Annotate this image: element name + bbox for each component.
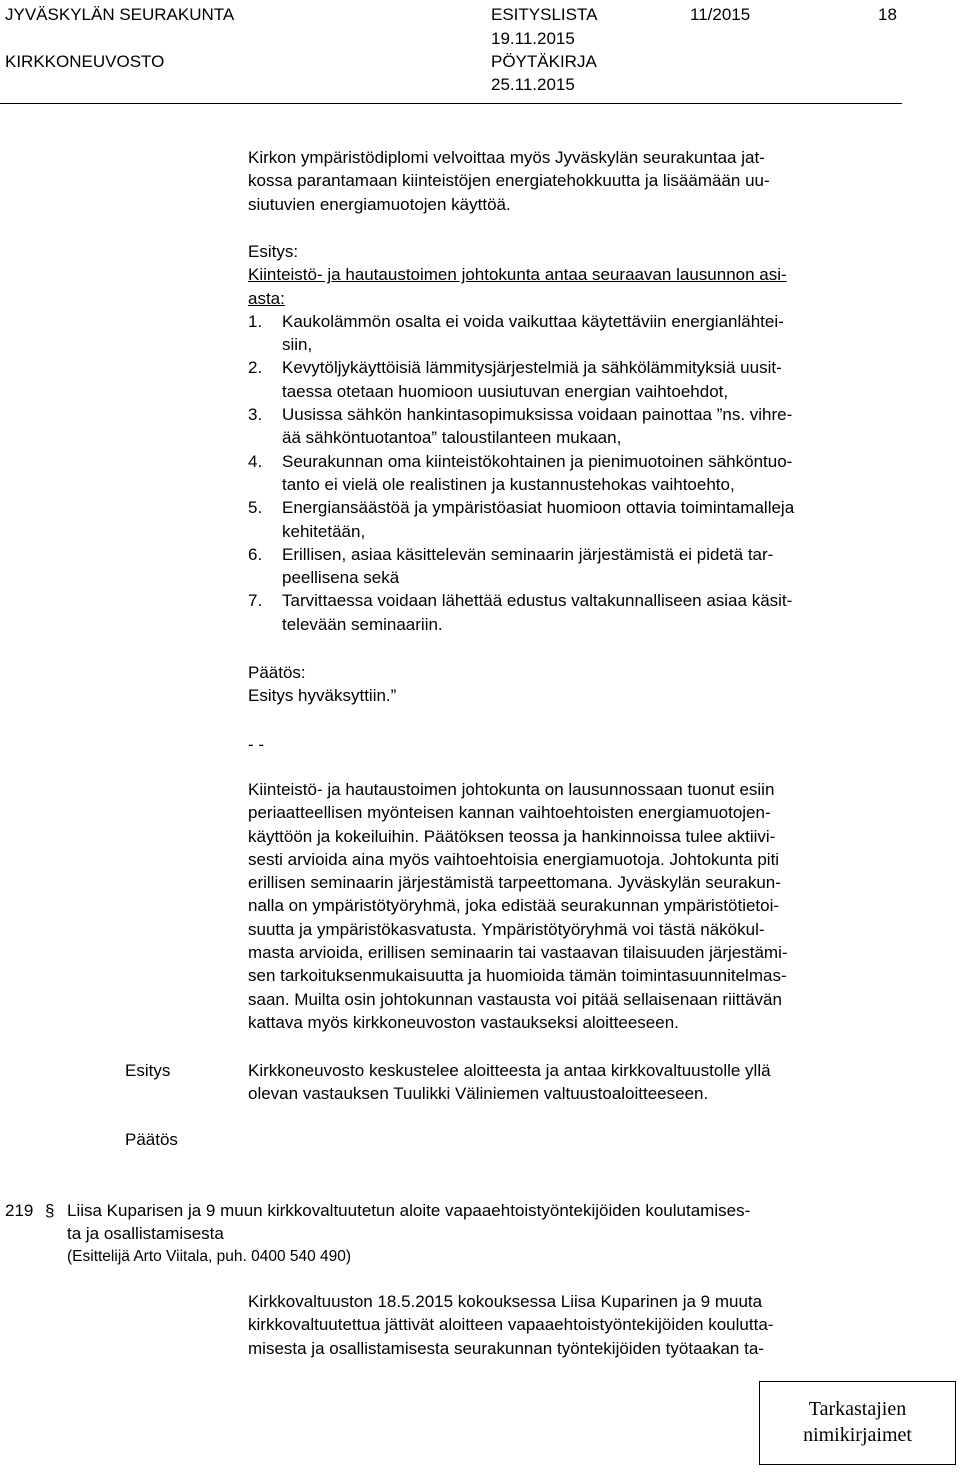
list-item <box>248 403 898 450</box>
text-line: Kiinteistö- ja hautaustoimen johtokunta on lausunnossaan tuonut esiin <box>248 780 775 799</box>
esitys-text <box>248 1059 898 1106</box>
item-text: Tarvittaessa voidaan lähettää edustus valtakunnalliseen asiaa käsit- <box>282 591 793 611</box>
statement-list <box>248 310 898 636</box>
text-line: masta arvioida, erillisen seminaarin tai vastaavan tilaisuuden järjestämi- <box>248 943 788 963</box>
list-item <box>248 589 898 636</box>
text-line: misesta ja osallistamisesta seurakunnan työntekijöiden työtaakan ta- <box>248 1338 764 1358</box>
text-line: olevan vastauksen Tuulikki Väliniemen valtuustoaloitteeseen. <box>248 1084 709 1104</box>
separator-dashes: - - <box>248 735 265 754</box>
text-line: sen tarkoituksenmukaisuutta ja huomioida tämän toimintasuunnitelmas- <box>248 966 787 986</box>
item-text: Erillisen, asiaa käsittelevän seminaarin järjestämistä ei pidetä tar- <box>282 544 774 564</box>
intro-paragraph <box>248 146 898 216</box>
section-title-line: ta ja osallistamisesta <box>67 1224 224 1243</box>
minutes-label: PÖYTÄKIRJA <box>491 52 597 71</box>
text-line: kossa parantamaan kiinteistöjen energiatehokkuutta ja lisäämään uu- <box>248 171 770 191</box>
quoted-decision <box>248 661 898 708</box>
text-line: sesti arvioida aina myös vaihtoehtoisia energiamuotoja. Johtokunta piti <box>248 849 780 869</box>
paatos-text: Esitys hyväksyttiin.” <box>248 686 397 706</box>
issue-number: 11/2015 <box>690 5 751 24</box>
summary-paragraph <box>248 778 898 1034</box>
text-line: Kirkon ympäristödiplomi velvoittaa myös Jyväskylän seurakuntaa jat- <box>248 148 765 167</box>
esitys-margin-label: Esitys <box>125 1061 171 1080</box>
list-item <box>248 310 898 357</box>
page-number: 18 <box>878 5 897 24</box>
initials-box <box>759 1381 956 1465</box>
section-title-line: Liisa Kuparisen ja 9 muun kirkkovaltuutetun aloite vapaaehtoistyöntekijöiden koulutamises- <box>67 1201 751 1220</box>
presenter-note: (Esittelijä Arto Viitala, puh. 0400 540 490) <box>67 1248 352 1265</box>
item-text: peellisena sekä <box>282 568 400 588</box>
header-divider <box>0 103 902 104</box>
lead-line: Kiinteistö- ja hautaustoimen johtokunta antaa seuraavan lausunnon asi- <box>248 265 787 285</box>
doc-type: ESITYSLISTA <box>491 5 598 24</box>
esitys-label: Esitys: <box>248 242 299 261</box>
body-name: KIRKKONEUVOSTO <box>5 52 165 71</box>
minutes-date: 25.11.2015 <box>491 75 575 94</box>
text-line: suutta ja ympäristökasvatusta. Ympäristötyöryhmä voi tästä näkökul- <box>248 919 765 939</box>
section-body <box>248 1290 898 1360</box>
org-name: JYVÄSKYLÄN SEURAKUNTA <box>5 5 235 24</box>
item-number: 2. <box>248 358 263 378</box>
text-line: siutuvien energiamuotojen käyttöä. <box>248 194 511 214</box>
item-text: televään seminaariin. <box>282 614 443 634</box>
item-number: 1. <box>248 311 263 331</box>
section-number: 219 <box>5 1201 34 1220</box>
list-item <box>248 356 898 403</box>
item-text: taessa otetaan huomioon uusiutuvan energian vaihtoehdot, <box>282 381 729 401</box>
agenda-date: 19.11.2015 <box>491 29 575 48</box>
text-line: Kirkkovaltuuston 18.5.2015 kokouksessa Liisa Kuparinen ja 9 muuta <box>248 1292 763 1311</box>
item-text: kehitetään, <box>282 521 366 541</box>
section-symbol: § <box>45 1201 55 1220</box>
item-number: 6. <box>248 544 263 564</box>
text-line: Kirkkoneuvosto keskustelee aloitteesta ja antaa kirkkovaltuustolle yllä <box>248 1061 771 1080</box>
item-number: 3. <box>248 405 263 425</box>
text-line: kattava myös kirkkoneuvoston vastaukseksi aloitteeseen. <box>248 1012 679 1032</box>
text-line: erillisen seminaarin järjestämistä tarpeettomana. Jyväskylän seurakun- <box>248 873 781 893</box>
item-number: 7. <box>248 591 263 611</box>
item-text: Kevytöljykäyttöisiä lämmitysjärjestelmiä ja sähkölämmityksiä uusit- <box>282 358 782 378</box>
item-text: tanto ei vielä ole realistinen ja kustannustehokas vaihtoehto, <box>282 474 735 494</box>
text-line: kirkkovaltuutettua jättivät aloitteen vapaaehtoistyöntekijöiden koulutta- <box>248 1315 774 1335</box>
list-item <box>248 543 898 590</box>
item-number: 4. <box>248 451 263 471</box>
item-text: Seurakunnan oma kiinteistökohtainen ja pienimuotoinen sähköntuo- <box>282 451 793 471</box>
item-text: ää sähköntuotantoa” taloustilanteen mukaan, <box>282 428 622 448</box>
paatos-margin-label: Päätös <box>125 1130 178 1149</box>
initials-box-line: Tarkastajien <box>808 1398 907 1420</box>
text-line: saan. Muilta osin johtokunnan vastausta voi pitää sellaisenaan riittävän <box>248 989 782 1009</box>
list-item <box>248 496 898 543</box>
initials-box-line: nimikirjaimet <box>803 1424 912 1446</box>
item-text: siin, <box>282 335 313 355</box>
lead-line: asta: <box>248 288 285 308</box>
item-text: Kaukolämmön osalta ei voida vaikuttaa käytettäviin energianlähtei- <box>282 311 784 331</box>
text-line: periaatteellisen myönteisen kannan vaihtoehtoisten energiamuotojen- <box>248 803 771 823</box>
text-line: nalla on ympäristötyöryhmä, joka edistää seurakunnan ympäristötietoi- <box>248 896 780 916</box>
text-line: käyttöön ja kokeiluihin. Päätöksen teossa ja hankinnoissa tulee aktiivi- <box>248 826 776 846</box>
paatos-label: Päätös: <box>248 663 306 682</box>
item-number: 5. <box>248 498 263 518</box>
proposal-section <box>248 240 898 636</box>
item-text: Energiansäästöä ja ympäristöasiat huomioon ottavia toimintamalleja <box>282 498 795 518</box>
item-text: Uusissa sähkön hankintasopimuksissa voidaan painottaa ”ns. vihre- <box>282 405 793 425</box>
list-item <box>248 450 898 497</box>
